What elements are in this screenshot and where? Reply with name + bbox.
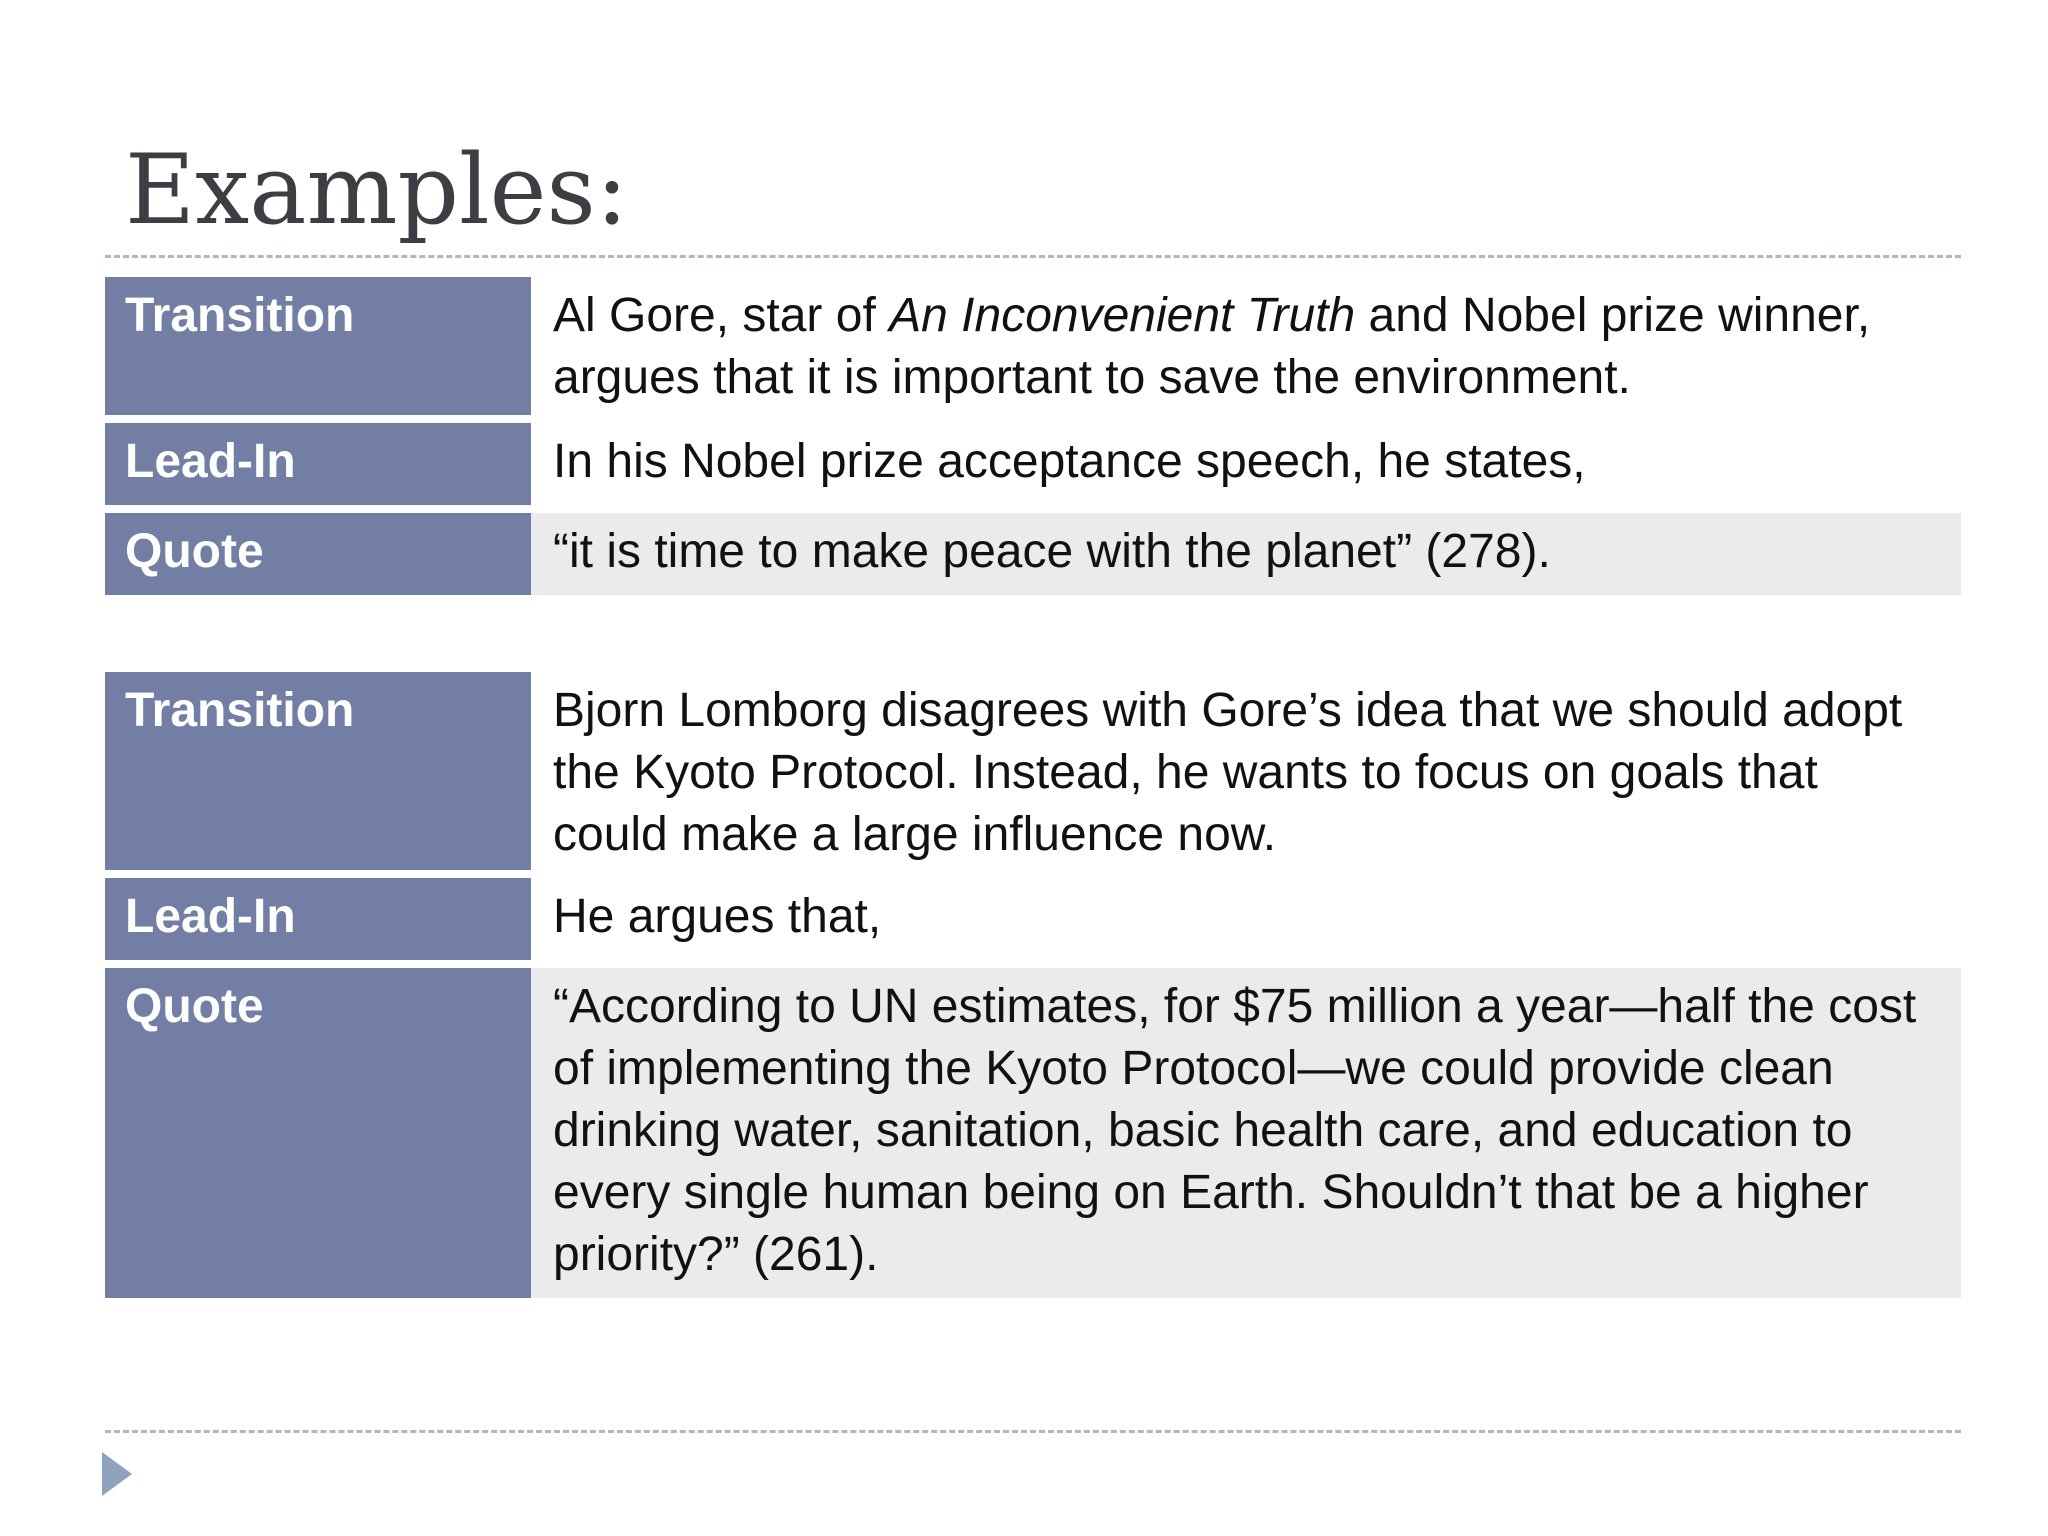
transition-label: Transition bbox=[105, 672, 531, 878]
quote-row bbox=[105, 513, 1961, 595]
leadin-label: Lead-In bbox=[105, 878, 531, 968]
example-table-1 bbox=[105, 277, 1961, 595]
triangle-right-icon bbox=[102, 1452, 132, 1496]
transition-text-before: Al Gore, star of bbox=[553, 289, 890, 342]
transition-row bbox=[105, 672, 1961, 878]
quote-text: “According to UN estimates, for $75 million a year—half the cost of implementing the Kyoto Protocol—we could provide clean drinking water, sanitation, basic health care, and education to every single human being on Earth. Shouldn’t that be a higher priority?” (261). bbox=[531, 968, 1961, 1298]
transition-text bbox=[531, 277, 1961, 423]
transition-row bbox=[105, 277, 1961, 423]
transition-label: Transition bbox=[105, 277, 531, 423]
transition-text: Bjorn Lomborg disagrees with Gore’s idea that we should adopt the Kyoto Protocol. Instead, he wants to focus on goals that could make a large influence now. bbox=[553, 684, 1903, 861]
leadin-text: He argues that, bbox=[553, 890, 882, 943]
quote-label: Quote bbox=[105, 968, 531, 1298]
slide-title: Examples: bbox=[125, 134, 629, 246]
transition-text-after: and Nobel prize winner, argues that it is important to save the environment. bbox=[553, 289, 1871, 404]
leadin-row bbox=[105, 878, 1961, 968]
example-table-2 bbox=[105, 672, 1961, 1298]
leadin-label: Lead-In bbox=[105, 423, 531, 513]
leadin-text: In his Nobel prize acceptance speech, he states, bbox=[553, 435, 1586, 488]
film-title: An Inconvenient Truth bbox=[889, 289, 1356, 342]
quote-text: “it is time to make peace with the planet” (278). bbox=[531, 513, 1961, 595]
top-divider bbox=[105, 255, 1961, 258]
quote-label: Quote bbox=[105, 513, 531, 595]
quote-row bbox=[105, 968, 1961, 1298]
leadin-row bbox=[105, 423, 1961, 513]
bottom-divider bbox=[105, 1430, 1961, 1433]
